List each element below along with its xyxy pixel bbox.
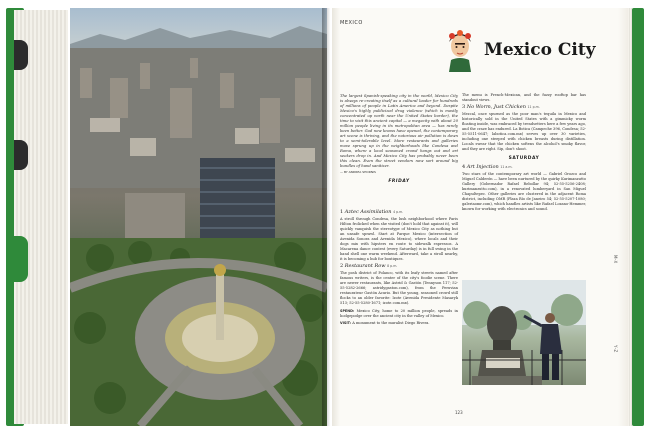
text-column-left [340, 210, 458, 328]
entry-heading: No Worm, Just Chicken [466, 104, 526, 110]
entry-time: 11 a.m. [500, 165, 513, 169]
running-head: MEXICO [340, 20, 363, 26]
statue-photo [462, 280, 586, 385]
intro-byline: — BY ANDREA SHORNIS [340, 170, 376, 174]
footer-note-key: VISIT: [340, 321, 352, 325]
footer-note [340, 309, 458, 319]
side-index-tab: M–X [613, 255, 618, 264]
entry-body: Two stars of the contemporary art world — Gabriel Orozco and Miguel Calderón — have been nurtured by the quirky Kurimanzutto Gallery (Gobernador Rafael Rebollar 94; 52-55-5256-2408; kurimanzutto.com), in a renovated lumberyard in San Miguel Chapultepec. Other galleries are clustered in the adjacent Roma district, including OMR (Plaza Río de Janeiro 54; 52-55-5207-1080; galeriaomr.com), which handles artists like Rafael Lozano-Hemmer, known for working with electronics and sound. [462, 172, 586, 211]
entry-heading: Art Injection [466, 164, 499, 170]
page-title: Mexico City [484, 40, 596, 60]
entry-title [462, 165, 586, 170]
entry-time: 8 p.m. [387, 264, 398, 268]
intro-paragraph [340, 93, 458, 188]
intro-text: The largest Spanish-speaking city in the world, Mexico City is always re-creating itself as a cultural leader for hundreds of millions of people in Latin America and beyond. Despite Mexico's highly publicized drug violence (which is mostly concentrated up north near the United States border), the time to visit this ancient capital — a megacity with about 20 million people living in its metropolitan area — has rarely been better. God now knows have opened, the contemporary art scene is thriving, and the notorious air pollution is down to a semi-tolerable level. More restaurants and galleries move sprung up in the neighborhoods like Condesa and Roma, where a local seasoned crowd hangs out and art seekers drop in. And Mexico City has probably never been this clean. Even the street vendors now sort around big bundles of hand sanitizer. [340, 93, 458, 168]
footer-note-text: Mexico City, home to 20 million people, spreads in hodgepodge over the ancient city in the valley of Mexico. [340, 309, 458, 318]
footer-note-key: SPEND: [340, 309, 355, 313]
entry-body: A stroll through Condesa, the lush neighborhood where Paris Hilton frolicked when she visited (don't hold that against it), will quickly vanquish the stereotype of Mexico City as nothing but an unsafe sprawl. Start at Parque Mexico (intersection of Avenida Sonora and Avenida Mexico), where locals and their dogs mix with hipsters en route to sidewalk espressos. A Macarena dance contest (every Saturday) is in full swing in the band shell one warm weekend. Afterward, take a stroll nearby, it is becoming a hub for boutiques. [340, 217, 458, 261]
side-index-tab: Y–Z [613, 345, 618, 353]
entry-time: 4 p.m. [393, 210, 404, 214]
entry-number: 4 [462, 164, 466, 170]
thumb-tab [14, 40, 28, 70]
fore-edge-pages [14, 10, 68, 424]
footer-note-text: A monument to the muralist Diego Rivera. [352, 321, 430, 325]
day-label-saturday: SATURDAY [508, 156, 540, 161]
page-number: 123 [455, 410, 463, 415]
entry-title [462, 105, 586, 110]
text-column-right [462, 93, 586, 214]
aerial-city-photo [70, 8, 327, 426]
entry-number: 3 [462, 104, 466, 110]
thumb-tab [14, 140, 28, 170]
day-label-friday: FRIDAY [388, 179, 410, 184]
book-cover-right [632, 8, 644, 426]
statue-photo-illustration [462, 280, 586, 385]
entry-title [340, 210, 458, 215]
c2-lead-text: The menu is French-Mexican, and the fuzzy rooftop bar has standout views. [462, 93, 586, 102]
frida-portrait-illustration-icon [446, 30, 474, 72]
entry-number: 2 [340, 263, 344, 269]
entry-body: Mezcal, once spurned as the poor man's tequila in Mexico and historically sold in the United States with a gimmicky worm floating inside, was embraced by trendsetters here a few years ago, and the craze has endured. La Botica (Campeche 396, Condesa; 52-55-5511-0647; labotica.com.mx) serves up over 30 varieties, including one steeped with chicken breasts during distillation. Locals swear that the chicken softens the alcohol's smoky flavor, and they are right. Sip, don't shoot. [462, 112, 586, 151]
entry-time: 11 p.m. [527, 105, 540, 109]
entry-heading: Aztec Assimilation [344, 209, 392, 215]
aerial-photo-illustration [70, 8, 327, 426]
thumb-tab [14, 236, 28, 282]
footer-note [340, 321, 458, 326]
entry-body: The posh district of Polanco, with its leafy streets named after famous writers, is the center of the city's foodie scene. There are newer restaurants, like Astrid & Gastón (Tennyson 117; 52-55-5282-2666; astridygaston.com), from the Peruvian restaurateur Gastón Acurio. But the young, seasoned crowd still flocks to an older favorite: Izote (Avenida Presidente Masaryk 513; 52-55-5280-1671; izote.com.mx). [340, 271, 458, 305]
entry-heading: Restaurant Row [344, 263, 386, 269]
entry-title [340, 264, 458, 269]
entry-number: 1 [340, 209, 344, 215]
